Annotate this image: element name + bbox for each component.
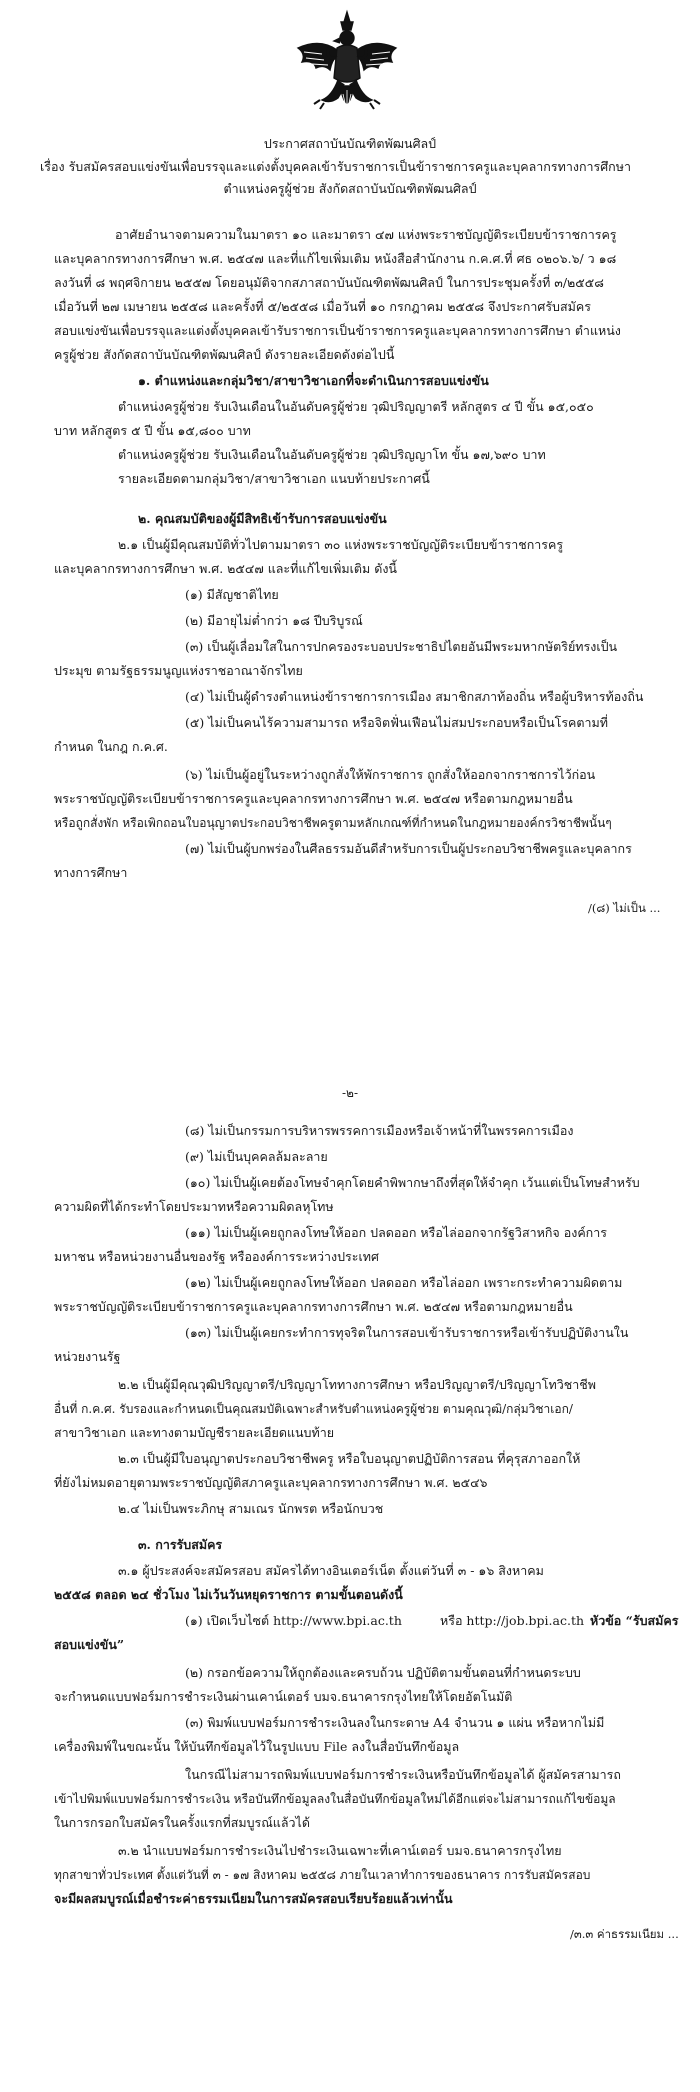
- note-line: เข้าไปพิมพ์แบบฟอร์มการชำระเงิน หรือบันทึกข้อมูลลงในสื่อบันทึกข้อมูลใหม่ได้อีกแต่จะไม่สามารถแก้ไขข้อมูล: [54, 1792, 616, 1806]
- qualification-line: พระราชบัญญัติระเบียบข้าราชการครูและบุคลากรทางการศึกษา พ.ศ. ๒๕๔๗ หรือตามกฎหมายอื่น: [54, 791, 573, 806]
- qualification-line: มหาชน หรือหน่วยงานอื่นของรัฐ หรือองค์การระหว่างประเทศ: [54, 1249, 379, 1264]
- section-3-1-line: ๓.๑ ผู้ประสงค์จะสมัครสอบ สมัครได้ทางอินเตอร์เน็ต ตั้งแต่วันที่ ๓ - ๑๖ สิงหาคม: [118, 1563, 544, 1578]
- section-3-2-line: ๓.๒ นำแบบฟอร์มการชำระเงินไปชำระเงินเฉพาะที่เคาน์เตอร์ บมจ.ธนาคารกรุงไทย: [118, 1843, 562, 1858]
- section-1-line: รายละเอียดตามกลุ่มวิชา/สาขาวิชาเอก แนบท้ายประกาศนี้: [118, 471, 430, 486]
- qualification-line: (๑) มีสัญชาติไทย: [185, 587, 279, 602]
- application-step: เครื่องพิมพ์ในขณะนั้น ให้บันทึกข้อมูลไว้ในรูปแบบ File ลงในสื่อบันทึกข้อมูล: [54, 1739, 460, 1754]
- intro-line: อาศัยอำนาจตามความในมาตรา ๑๐ และมาตรา ๔๗ แห่งพระราชบัญญัติระเบียบข้าราชการครู: [115, 227, 617, 242]
- subject-line-1: เรื่อง รับสมัครสอบแข่งขันเพื่อบรรจุและแต่งตั้งบุคคลเข้ารับราชการเป็นข้าราชการครูและบุคลากรทางการศึกษา: [40, 159, 632, 174]
- website-step: (๑) เปิดเว็บไซต์ http://www.bpi.ac.th: [185, 1613, 402, 1628]
- qualification-line: ที่ยังไม่หมดอายุตามพระราชบัญญัติสภาครูและบุคลากรทางการศึกษา พ.ศ. ๒๕๔๖: [54, 1475, 488, 1490]
- qualification-line: กำหนด ในกฎ ก.ค.ศ.: [54, 739, 168, 754]
- intro-line: เมื่อวันที่ ๒๗ เมษายน ๒๕๕๘ และครั้งที่ ๕/๒๕๕๘ เมื่อวันที่ ๑๐ กรกฎาคม ๒๕๕๘ จึงประกาศรับสมัคร: [54, 299, 591, 314]
- qualification-line: (๑๑) ไม่เป็นผู้เคยถูกลงโทษให้ออก ปลดออก หรือไล่ออกจากรัฐวิสาหกิจ องค์การ: [185, 1225, 607, 1240]
- application-step: จะกำหนดแบบฟอร์มการชำระเงินผ่านเคาน์เตอร์ บมจ.ธนาคารกรุงไทยให้โดยอัตโนมัติ: [54, 1689, 513, 1704]
- intro-line: ลงวันที่ ๘ พฤศจิกายน ๒๕๕๗ โดยอนุมัติจากสภาสถาบันบัณฑิตพัฒนศิลป์ ในการประชุมครั้งที่ ๓/๒๕๕๘: [54, 275, 604, 290]
- intro-line: ครูผู้ช่วย สังกัดสถาบันบัณฑิตพัฒนศิลป์ ดังรายละเอียดดังต่อไปนี้: [54, 347, 395, 362]
- qualification-line: (๑๐) ไม่เป็นผู้เคยต้องโทษจำคุกโดยคำพิพากษาถึงที่สุดให้จำคุก เว้นแต่เป็นโทษสำหรับ: [185, 1175, 640, 1190]
- qualification-line: หรือถูกสั่งพัก หรือเพิกถอนใบอนุญาตประกอบวิชาชีพครูตามหลักเกณฑ์ที่กำหนดในกฎหมายองค์กรวิชาชีพนั้นๆ: [54, 816, 612, 830]
- qualification-line: ความผิดที่ได้กระทำโดยประมาทหรือความผิดลหุโทษ: [54, 1199, 334, 1214]
- continued-note: /๓.๓ ค่าธรรมเนียม ...: [570, 1927, 679, 1941]
- application-step: (๓) พิมพ์แบบฟอร์มการชำระเงินลงในกระดาษ A4 จำนวน ๑ แผ่น หรือหากไม่มี: [185, 1715, 605, 1730]
- section-3-2-line: ทุกสาขาทั่วประเทศ ตั้งแต่วันที่ ๓ - ๑๗ สิงหาคม ๒๕๕๘ ภายในเวลาทำการของธนาคาร การรับสมัครสอบ: [54, 1868, 591, 1882]
- qualification-line: (๑๓) ไม่เป็นผู้เคยกระทำการทุจริตในการสอบเข้ารับราชการหรือเข้ารับปฏิบัติงานใน: [185, 1325, 629, 1340]
- qualification-line: ๒.๒ เป็นผู้มีคุณวุฒิปริญญาตรี/ปริญญาโททางการศึกษา หรือปริญญาตรี/ปริญญาโทวิชาชีพ: [118, 1377, 596, 1392]
- continued-note: /(๘) ไม่เป็น ...: [588, 901, 661, 915]
- website-topic: หัวข้อ “รับสมัคร: [590, 1613, 679, 1628]
- qualification-line: (๔) ไม่เป็นผู้ดำรงตำแหน่งข้าราชการการเมือง สมาชิกสภาท้องถิ่น หรือผู้บริหารท้องถิ่น: [185, 689, 644, 704]
- qualification-line: (๙) ไม่เป็นบุคคลล้มละลาย: [185, 1149, 328, 1164]
- section-2-heading: ๒. คุณสมบัติของผู้มีสิทธิเข้ารับการสอบแข่งขัน: [138, 511, 387, 526]
- qualification-line: พระราชบัญญัติระเบียบข้าราชการครูและบุคลากรทางการศึกษา พ.ศ. ๒๕๔๗ หรือตามกฎหมายอื่น: [54, 1299, 573, 1314]
- qualification-line: สาขาวิชาเอก และทางตามบัญชีรายละเอียดแนบท้าย: [54, 1425, 335, 1440]
- intro-line: และบุคลากรทางการศึกษา พ.ศ. ๒๕๔๗ และที่แก้ไขเพิ่มเติม หนังสือสำนักงาน ก.ค.ศ.ที่ ศธ ๐๒๐๖.๖/ ว ๑๘: [54, 251, 617, 266]
- qualification-line: หน่วยงานรัฐ: [54, 1349, 121, 1364]
- qualification-line: อื่นที่ ก.ค.ศ. รับรองและกำหนดเป็นคุณสมบัติเฉพาะสำหรับตำแหน่งครูผู้ช่วย ตามคุณวุฒิ/กลุ่มวิชาเอก/: [54, 1402, 573, 1416]
- subject-line-2: ตำแหน่งครูผู้ช่วย สังกัดสถาบันบัณฑิตพัฒนศิลป์: [223, 181, 477, 196]
- section-1-line: ตำแหน่งครูผู้ช่วย รับเงินเดือนในอันดับครูผู้ช่วย วุฒิปริญญาตรี หลักสูตร ๔ ปี ขั้น ๑๕,๐๕๐: [118, 399, 594, 414]
- website-topic: สอบแข่งขัน”: [54, 1637, 125, 1652]
- qualification-line: (๓) เป็นผู้เลื่อมใสในการปกครองระบอบประชาธิปไตยอันมีพระมหากษัตริย์ทรงเป็น: [185, 639, 618, 654]
- note-line: ในการกรอกใบสมัครในครั้งแรกที่สมบูรณ์แล้วได้: [54, 1815, 310, 1830]
- qualification-line: ๒.๑ เป็นผู้มีคุณสมบัติทั่วไปตามมาตรา ๓๐ แห่งพระราชบัญญัติระเบียบข้าราชการครู: [118, 537, 564, 552]
- qualification-line: (๗) ไม่เป็นผู้บกพร่องในศีลธรรมอันดีสำหรับการเป็นผู้ประกอบวิชาชีพครูและบุคลากร: [185, 841, 632, 856]
- section-1-line: ตำแหน่งครูผู้ช่วย รับเงินเดือนในอันดับครูผู้ช่วย วุฒิปริญญาโท ขั้น ๑๗,๖๙๐ บาท: [118, 447, 546, 462]
- section-3-heading: ๓. การรับสมัคร: [138, 1537, 223, 1552]
- section-1-line: บาท หลักสูตร ๕ ปี ขั้น ๑๕,๘๐๐ บาท: [54, 423, 251, 438]
- qualification-line: (๑๒) ไม่เป็นผู้เคยถูกลงโทษให้ออก ปลดออก หรือไล่ออก เพราะกระทำความผิดตาม: [185, 1275, 623, 1290]
- qualification-line: (๘) ไม่เป็นกรรมการบริหารพรรคการเมืองหรือเจ้าหน้าที่ในพรรคการเมือง: [185, 1123, 574, 1138]
- section-3-1-line: ๒๕๕๘ ตลอด ๒๔ ชั่วโมง ไม่เว้นวันหยุดราชการ ตามขั้นตอนดังนี้: [54, 1587, 403, 1602]
- qualification-line: (๒) มีอายุไม่ต่ำกว่า ๑๘ ปีบริบูรณ์: [185, 613, 363, 628]
- website-alt-link: หรือ http://job.bpi.ac.th: [440, 1613, 585, 1628]
- section-3-2-line: จะมีผลสมบูรณ์เมื่อชำระค่าธรรมเนียมในการสมัครสอบเรียบร้อยแล้วเท่านั้น: [54, 1891, 453, 1906]
- page-2: [0, 1080, 700, 2092]
- qualification-line: (๖) ไม่เป็นผู้อยู่ในระหว่างถูกสั่งให้พักราชการ ถูกสั่งให้ออกจากราชการไว้ก่อน: [185, 767, 596, 782]
- note-line: ในกรณีไม่สามารถพิมพ์แบบฟอร์มการชำระเงินหรือบันทึกข้อมูลได้ ผู้สมัครสามารถ: [185, 1767, 621, 1782]
- application-step: (๒) กรอกข้อความให้ถูกต้องและครบถ้วน ปฏิบัติตามขั้นตอนที่กำหนดระบบ: [185, 1665, 581, 1680]
- section-1-heading: ๑. ตำแหน่งและกลุ่มวิชา/สาขาวิชาเอกที่จะดำเนินการสอบแข่งขัน: [138, 373, 489, 388]
- garuda-emblem-icon: [292, 8, 402, 128]
- qualification-line: ประมุข ตามรัฐธรรมนูญแห่งราชอาณาจักรไทย: [54, 663, 303, 678]
- qualification-line: ทางการศึกษา: [54, 865, 128, 880]
- qualification-line: (๕) ไม่เป็นคนไร้ความสามารถ หรือจิตฟั่นเฟือนไม่สมประกอบหรือเป็นโรคตามที่: [185, 715, 609, 730]
- qualification-line: ๒.๔ ไม่เป็นพระภิกษุ สามเณร นักพรต หรือนักบวช: [118, 1501, 384, 1516]
- page-number: -๒-: [341, 1086, 359, 1100]
- qualification-line: ๒.๓ เป็นผู้มีใบอนุญาตประกอบวิชาชีพครู หรือใบอนุญาตปฏิบัติการสอน ที่คุรุสภาออกให้: [118, 1451, 581, 1466]
- qualification-line: และบุคลากรทางการศึกษา พ.ศ. ๒๕๔๗ และที่แก้ไขเพิ่มเติม ดังนี้: [54, 561, 397, 576]
- intro-line: สอบแข่งขันเพื่อบรรจุและแต่งตั้งบุคคลเข้ารับราชการเป็นข้าราชการครูและบุคลากรทางการศึกษา ตำแหน่ง: [54, 323, 621, 338]
- issuer-title: ประกาศสถาบันบัณฑิตพัฒนศิลป์: [263, 136, 437, 151]
